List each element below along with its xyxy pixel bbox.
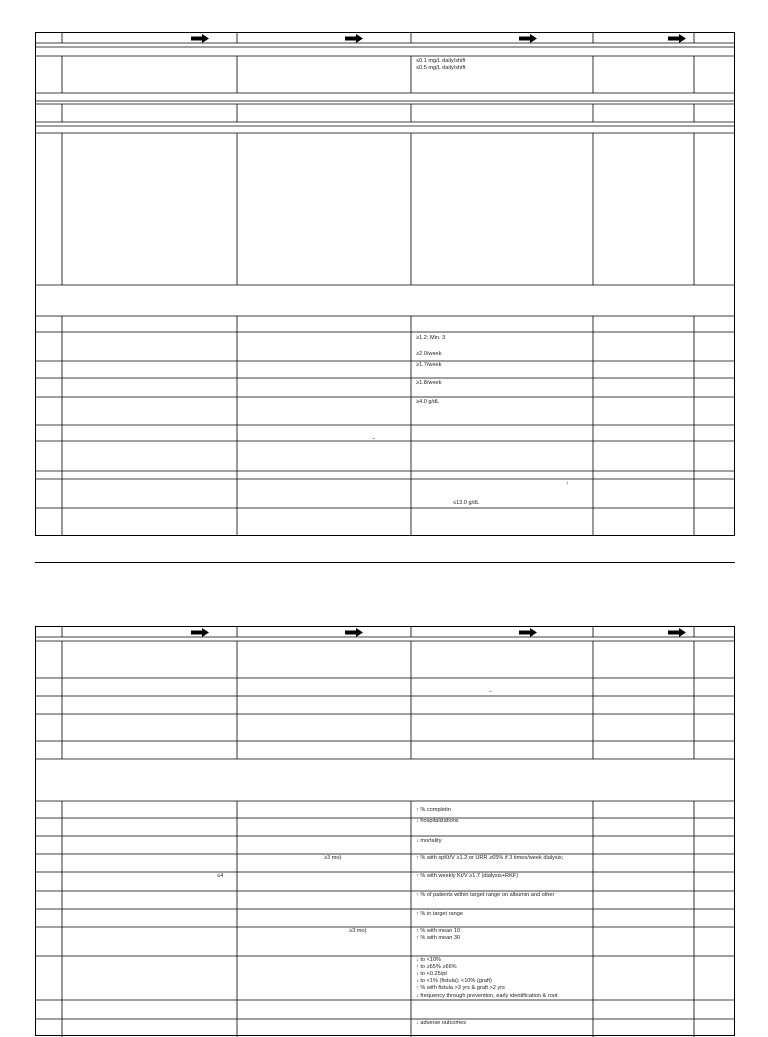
table-2-grid <box>36 627 734 1037</box>
cell-text: ↑ % with fistula >3 yrs & graft >2 yrs <box>416 985 505 991</box>
cell-text: ≥2.0/week <box>416 351 442 357</box>
cell-text: ↑ to ≥65% ≥66% <box>416 964 457 970</box>
cell-text: ≥4.0 g/dL <box>416 399 440 405</box>
arrow-right-icon <box>191 628 209 637</box>
cell-text: ↓ <box>566 480 569 486</box>
protocol-table-1 <box>35 32 735 536</box>
cell-text: ≥3 mo) <box>324 855 342 861</box>
arrow-right-icon <box>345 34 363 43</box>
table-1-grid <box>36 33 734 535</box>
cell-text: ↑ % of patients within target range on albumin and other <box>416 892 555 898</box>
dash-mark: – <box>372 436 376 442</box>
cell-text: ↑ % with mean 30 <box>416 935 461 941</box>
cell-text: ≥1.8/week <box>416 380 442 386</box>
cell-text: ≥1.7/week <box>416 362 442 368</box>
cell-text: ≤13.0 g/dL <box>453 500 480 506</box>
cell-text: ↓ hospitalizations <box>416 818 459 824</box>
cell-text: ↑ % in target range <box>416 911 463 917</box>
cell-text: ↑ % with spKt/V ≥1.2 or URR ≥65% if 3 times/week dialysis; <box>416 855 564 861</box>
cell-text: ↓ frequency through prevention, early identification & root <box>416 993 558 999</box>
cell-text: ≥1.2; Min. 3 <box>416 335 446 341</box>
section-divider <box>35 562 735 563</box>
cell-text: ↑ % with weekly Kt/V ≥1.7 (dialysis+RKF) <box>416 873 519 879</box>
arrow-right-icon <box>191 34 209 43</box>
arrow-right-icon <box>668 34 686 43</box>
cell-text: ↓ to <0.25/pt <box>416 971 447 977</box>
dash-mark: – <box>489 689 493 695</box>
arrow-right-icon <box>519 628 537 637</box>
cell-text: ↓ mortality <box>416 838 442 844</box>
cell-text: ≤4 <box>217 873 224 879</box>
cell-text: ≤0.1 mg/L daily/shift <box>416 58 466 64</box>
arrow-right-icon <box>668 628 686 637</box>
arrow-right-icon <box>345 628 363 637</box>
cell-text: ≥3 mo) <box>349 928 367 934</box>
cell-text: ↑ % completin <box>416 807 451 813</box>
arrow-right-icon <box>519 34 537 43</box>
cell-text: ↓ to <1% (fistula); <10% (graft) <box>416 978 492 984</box>
cell-text: ↓ adverse outcomes <box>416 1020 467 1026</box>
cell-text: ↓ to <10% <box>416 957 442 963</box>
protocol-table-2 <box>35 626 735 1036</box>
cell-text: ↑ % with mean 10 <box>416 928 461 934</box>
cell-text: ≤0.5 mg/L daily/shift <box>416 65 466 71</box>
